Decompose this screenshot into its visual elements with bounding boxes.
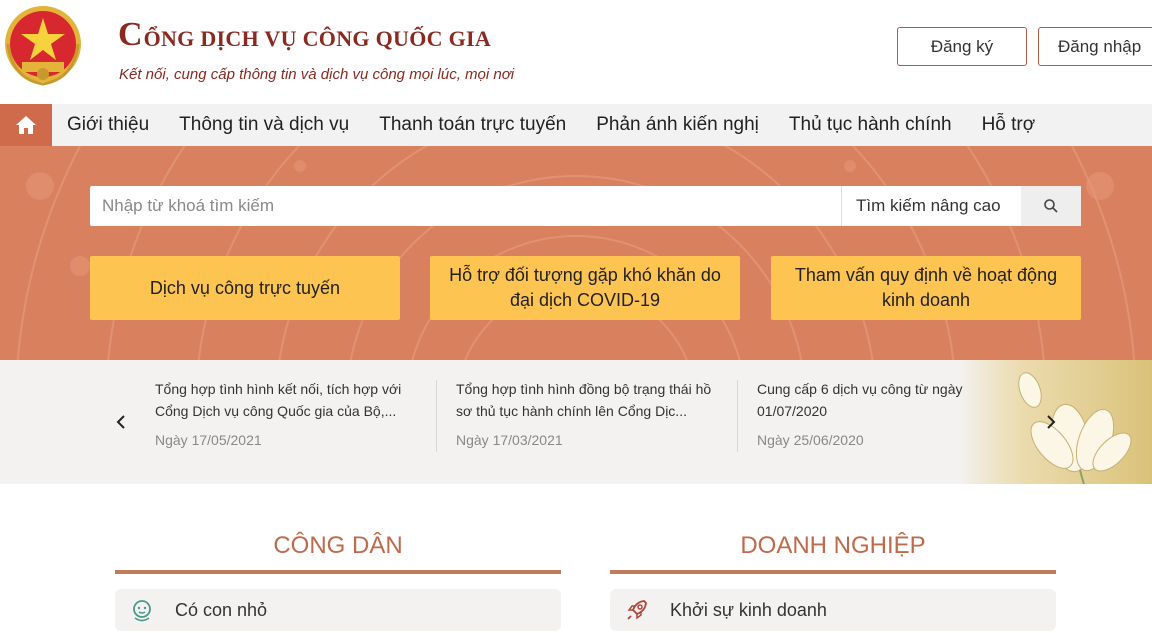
citizen-heading[interactable]: CÔNG DÂN [273,532,403,559]
citizen-heading-underline [115,570,561,574]
nav-item-thu-tuc[interactable]: Thủ tục hành chính [788,114,952,135]
business-heading[interactable]: DOANH NGHIỆP [740,532,926,559]
rocket-icon [624,597,650,623]
news-item[interactable] [456,378,721,448]
site-title[interactable] [118,10,491,60]
news-title[interactable]: Tổng hợp tình hình kết nối, tích hợp với Cổng Dịch vụ công Quốc gia của Bộ,... [155,381,402,419]
home-icon [15,115,37,135]
nav-item-thanh-toan[interactable]: Thanh toán trực tuyến [379,114,567,135]
news-date: Ngày 17/05/2021 [155,432,262,448]
business-heading-underline [610,570,1056,574]
covid-support-button[interactable]: Hỗ trợ đối tượng gặp khó khăn do đại dịch COVID-19 [430,256,740,320]
nav-item-phan-anh[interactable]: Phản ánh kiến nghị [596,114,759,135]
main-nav [0,104,1152,146]
citizen-item-label: Có con nhỏ [175,599,268,620]
business-item-khoi-su[interactable] [610,589,1056,631]
business-item-label: Khởi sự kinh doanh [670,599,827,620]
business-regulation-button[interactable]: Tham vấn quy định về hoạt động kinh doanh [771,256,1081,320]
site-title-initial: C [118,16,143,53]
login-button[interactable]: Đăng nhập [1038,27,1152,66]
nav-item-gioi-thieu[interactable]: Giới thiệu [67,114,150,135]
citizen-item-co-con-nho[interactable] [115,589,561,631]
news-divider [737,380,738,452]
drum-pattern-background [0,146,1152,360]
site-slogan: Kết nối, cung cấp thông tin và dịch vụ công mọi lúc, mọi nơi [119,66,515,83]
news-title[interactable]: Cung cấp 6 dịch vụ công từ ngày 01/07/2020 [757,381,963,419]
site-header [0,0,1152,104]
news-date: Ngày 17/03/2021 [456,432,563,448]
search-icon [1044,199,1058,213]
national-emblem-icon[interactable] [2,4,84,88]
search-button[interactable] [1021,186,1081,226]
news-divider [436,380,437,452]
news-title[interactable]: Tổng hợp tình hình đồng bộ trạng thái hồ sơ thủ tục hành chính lên Cổng Dịc... [456,381,712,419]
site-title-text: ỔNG DỊCH VỤ CÔNG QUỐC GIA [143,26,492,51]
baby-icon [129,597,155,623]
nav-item-ho-tro[interactable]: Hỗ trợ [981,114,1036,135]
news-item[interactable] [155,378,420,448]
search-input[interactable] [90,186,841,226]
carousel-prev-button[interactable] [113,412,129,432]
search-bar [90,186,1081,226]
nav-home[interactable] [0,104,52,146]
chevron-left-icon [116,414,126,430]
advanced-search-button[interactable]: Tìm kiếm nâng cao [841,186,1021,226]
nav-item-thong-tin-dich-vu[interactable]: Thông tin và dịch vụ [179,114,350,135]
hero-banner [0,146,1152,360]
news-item[interactable] [757,378,1022,448]
news-carousel [0,360,1152,484]
chevron-right-icon [1046,414,1056,430]
carousel-next-button[interactable] [1043,412,1059,432]
register-button[interactable]: Đăng ký [897,27,1027,66]
online-services-button[interactable]: Dịch vụ công trực tuyến [90,256,400,320]
news-date: Ngày 25/06/2020 [757,432,864,448]
